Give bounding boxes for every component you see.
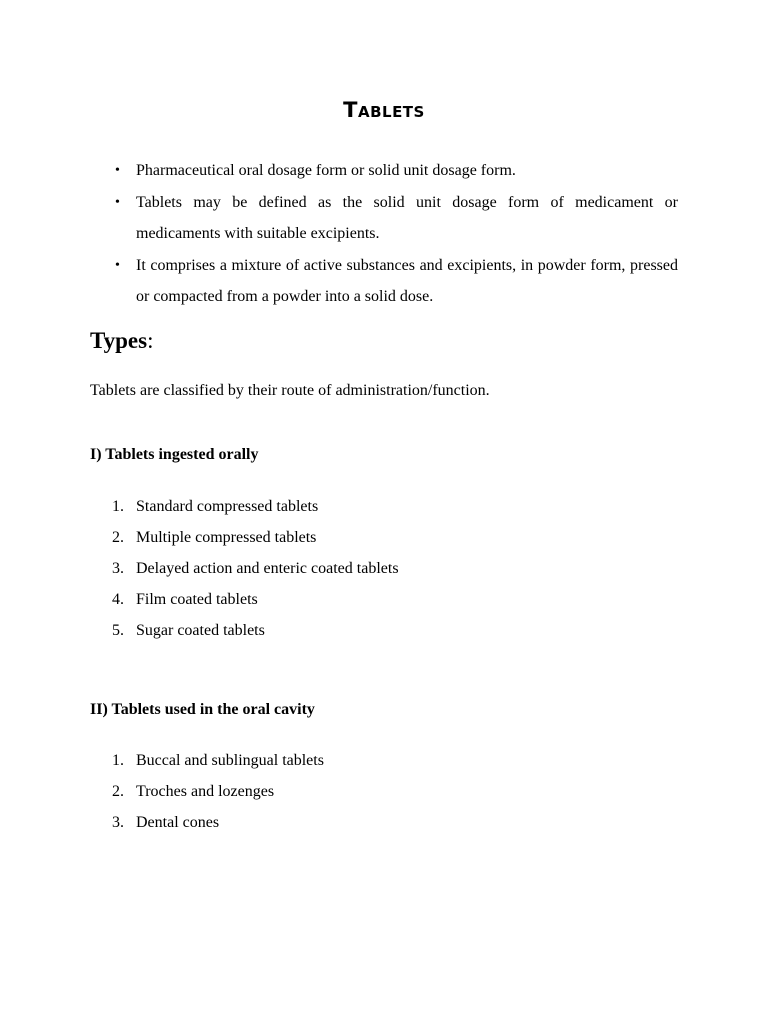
intro-text: Tablets are classified by their route of administration/function. — [90, 382, 490, 399]
bullet-list — [90, 155, 678, 313]
list-item — [90, 187, 678, 250]
oral-cavity-tablets-list — [90, 745, 324, 838]
list-item — [90, 522, 399, 553]
types-heading-text: Types — [90, 328, 148, 353]
list-item — [90, 776, 324, 807]
types-heading — [90, 328, 153, 354]
list-item — [90, 745, 324, 776]
list-item — [90, 553, 399, 584]
item-text: Dental cones — [136, 814, 220, 831]
list-item — [90, 155, 678, 187]
item-number: 1. — [112, 498, 124, 515]
bullet-text: Pharmaceutical oral dosage form or solid unit dosage form. — [136, 162, 516, 179]
page-title: Tablets — [343, 98, 425, 122]
list-item — [90, 584, 399, 615]
bullet-icon: • — [115, 257, 120, 273]
list-item — [90, 491, 399, 522]
bullet-text: Tablets may be defined as the solid unit dosage form of medicament or medicaments with suitable excipients. — [136, 193, 678, 242]
item-number: 3. — [112, 560, 124, 577]
item-text: Buccal and sublingual tablets — [136, 752, 324, 769]
list-item — [90, 807, 324, 838]
item-text: Sugar coated tablets — [136, 622, 265, 639]
item-number: 3. — [112, 814, 124, 831]
item-number: 5. — [112, 622, 124, 639]
item-number: 1. — [112, 752, 124, 769]
item-text: Film coated tablets — [136, 591, 258, 608]
types-heading-colon: : — [147, 328, 154, 353]
item-text: Multiple compressed tablets — [136, 529, 317, 546]
item-number: 2. — [112, 529, 124, 546]
bullet-icon: • — [115, 163, 120, 178]
item-number: 2. — [112, 783, 124, 800]
list-item — [90, 615, 399, 646]
section-heading-oral-cavity: II) Tablets used in the oral cavity — [90, 701, 315, 718]
item-text: Standard compressed tablets — [136, 498, 319, 515]
item-number: 4. — [112, 591, 124, 608]
section-heading-oral: I) Tablets ingested orally — [90, 446, 259, 463]
item-text: Delayed action and enteric coated tablets — [136, 560, 399, 577]
oral-tablets-list — [90, 491, 399, 646]
bullet-text: It comprises a mixture of active substances and excipients, in powder form, pressed or compacted from a powder into a solid dose. — [136, 256, 678, 305]
list-item — [90, 250, 678, 313]
item-text: Troches and lozenges — [136, 783, 275, 800]
bullet-icon: • — [115, 194, 120, 210]
